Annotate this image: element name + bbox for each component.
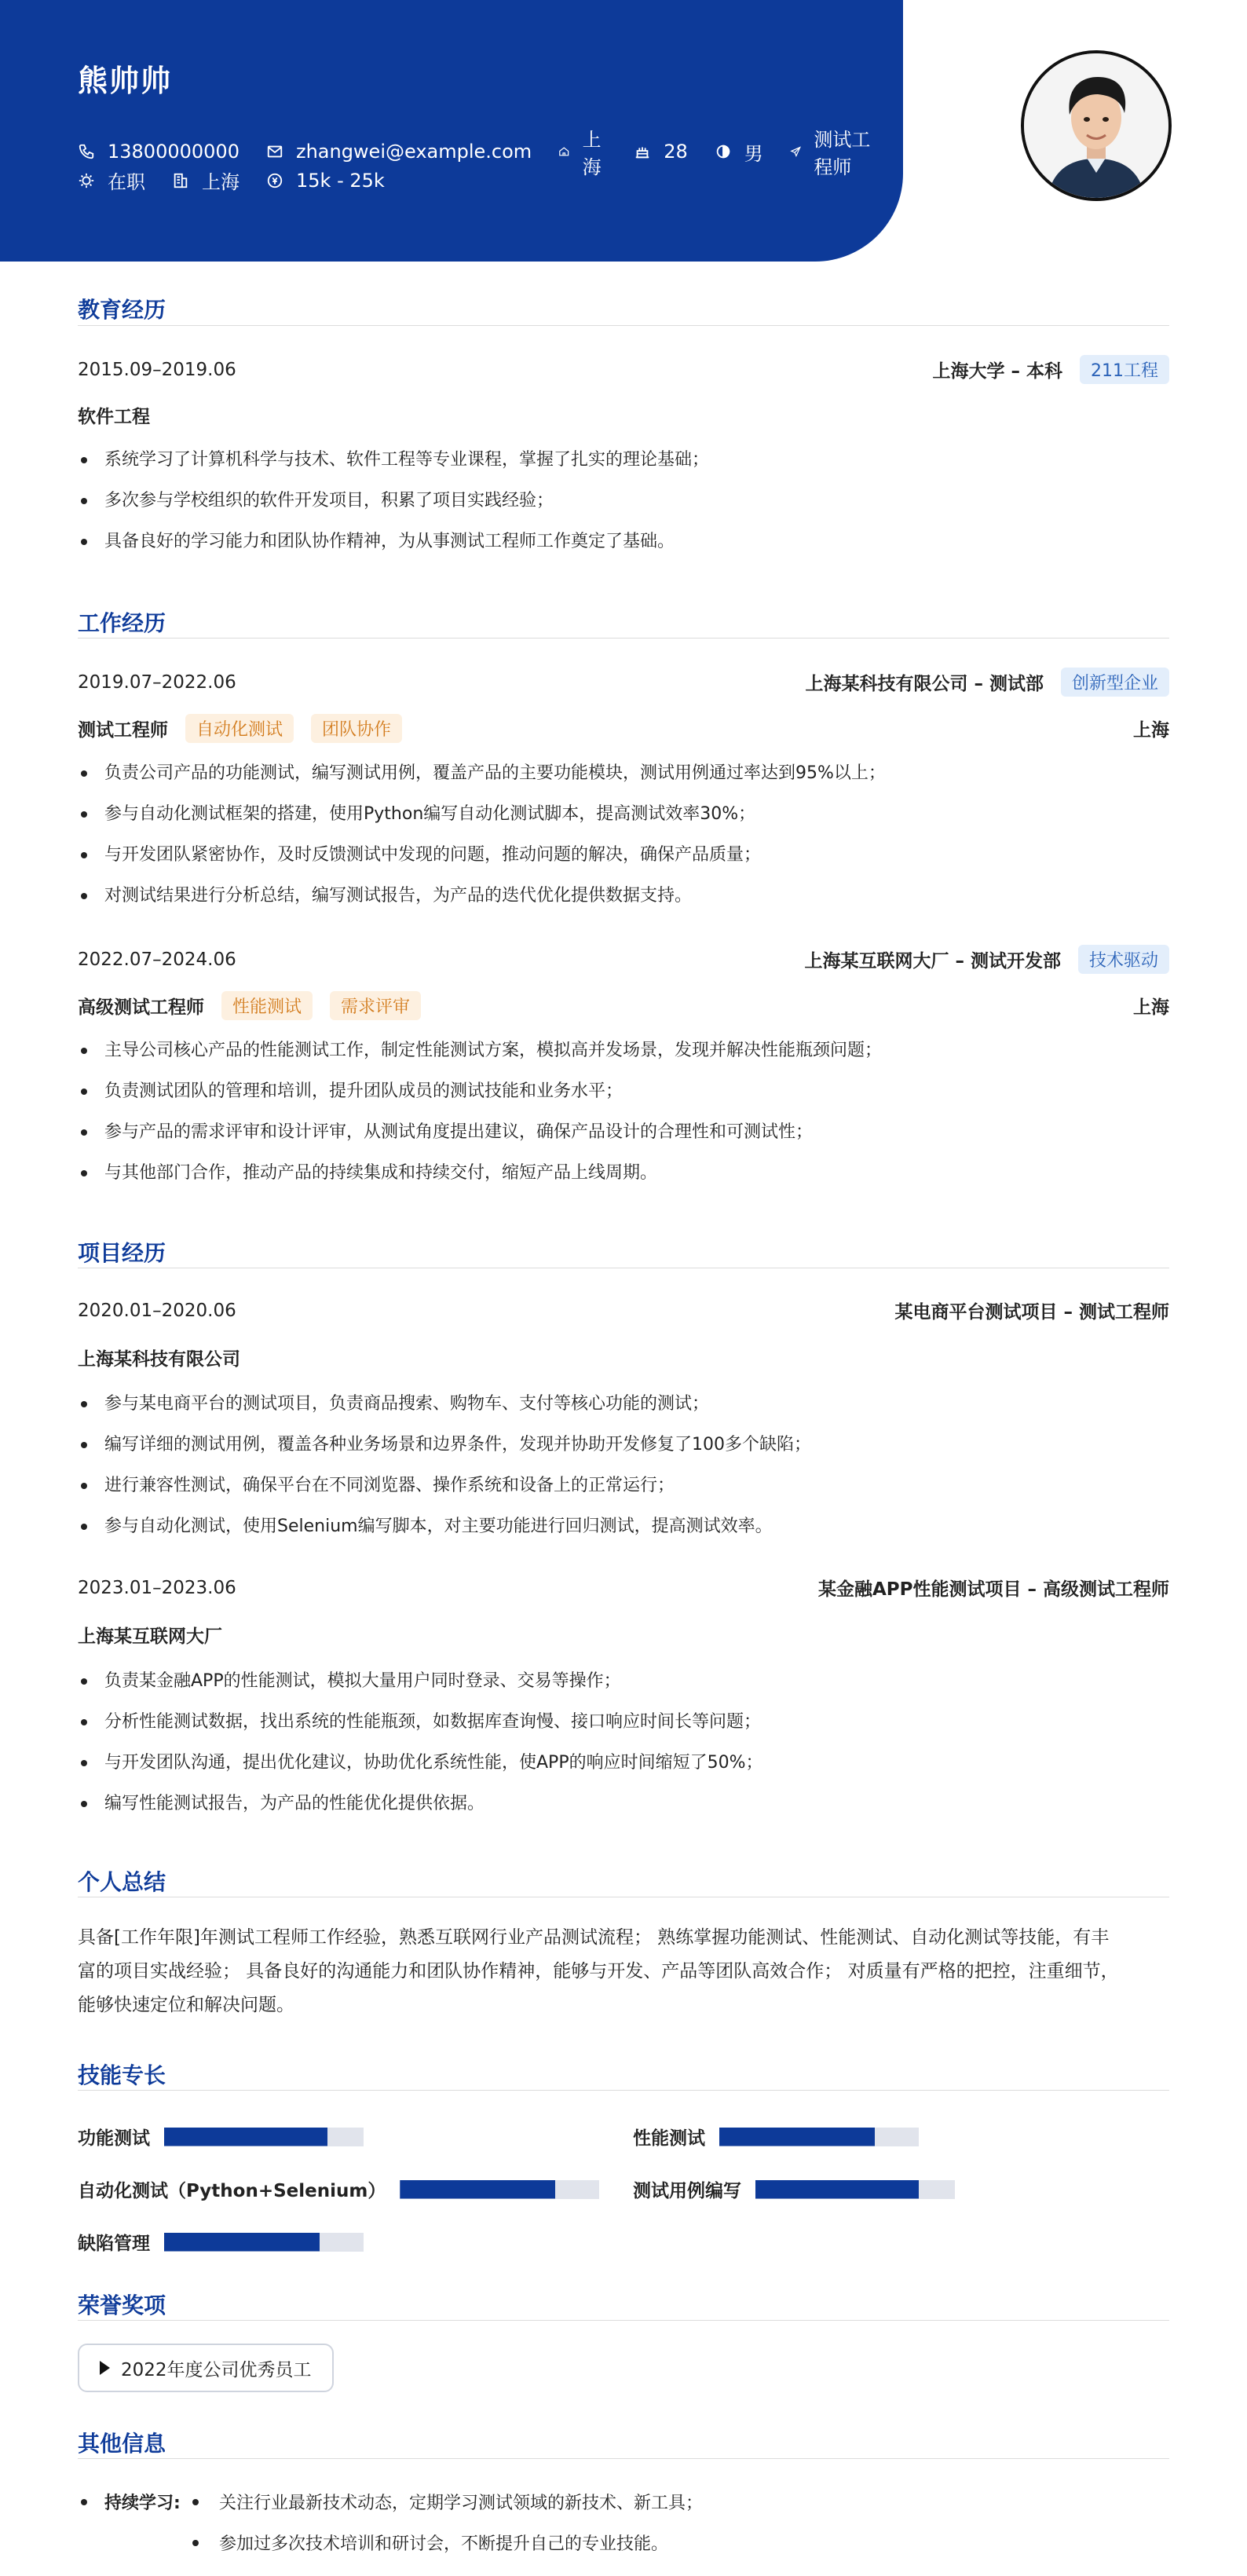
list-item: 具备良好的学习能力和团队协作精神，为从事测试工程师工作奠定了基础。 [78, 526, 1169, 567]
project-2-company: 上海某互联网大厂 [78, 1626, 222, 1647]
project-1-row [78, 1297, 1169, 1323]
list-item: 编写详细的测试用例，覆盖各种业务场景和边界条件，发现并协助开发修复了100多个缺陷； [78, 1429, 1169, 1470]
job-1-row [78, 668, 1169, 697]
list-item: 与开发团队沟通，提出优化建议，协助优化系统性能，使APP的响应时间缩短了50%； [78, 1747, 1169, 1788]
work-title: 工作经历 [78, 610, 166, 636]
mail-icon [266, 143, 283, 160]
work-divider [78, 638, 1169, 639]
list-item: 负责公司产品的功能测试，编写测试用例，覆盖产品的主要功能模块，测试用例通过率达到95%以上； [78, 758, 1169, 799]
project-2-row [78, 1575, 1169, 1601]
list-item: 进行兼容性测试，确保平台在不同浏览器、操作系统和设备上的正常运行； [78, 1470, 1169, 1511]
projects-title: 项目经历 [78, 1240, 166, 1266]
job-2-position-row [78, 991, 1169, 1020]
job-2-company: 上海某互联网大厂 – 测试开发部 [804, 951, 1061, 971]
send-icon [790, 143, 802, 160]
project-1-company: 上海某科技有限公司 [78, 1349, 240, 1370]
project-2-bullets [78, 1666, 1169, 1829]
list-item: 主导公司核心产品的性能测试工作，制定性能测试方案，模拟高并发场景，发现并解决性能瓶颈问题； [78, 1035, 1169, 1076]
education-title: 教育经历 [78, 297, 166, 323]
phone-info [78, 141, 240, 163]
job-2-tag: 技术驱动 [1078, 945, 1169, 974]
job-1-position: 测试工程师 [78, 720, 168, 741]
skill-item [633, 2124, 919, 2150]
education-divider [78, 325, 1169, 326]
summary-line: 具备[工作年限]年测试工程师工作经验，熟悉互联网行业产品测试流程； 熟练掌握功能测试、性能测试、自动化测试等技能，有丰 [78, 1927, 1110, 1948]
skills-divider [78, 2090, 1169, 2091]
skills-title: 技能专长 [78, 2062, 166, 2088]
skill-bar-fill [164, 2233, 320, 2252]
gender-icon [715, 143, 732, 160]
sun-icon [78, 172, 95, 189]
skill-item [633, 2176, 955, 2202]
project-2-name: 某金融APP性能测试项目 – 高级测试工程师 [817, 1579, 1169, 1600]
project-2-company-row [78, 1622, 1169, 1648]
job-1-position-row [78, 714, 1169, 743]
salary-info [266, 170, 385, 192]
skill-bar [400, 2180, 599, 2199]
skill-item [78, 2229, 364, 2255]
other-title: 其他信息 [78, 2431, 166, 2457]
email-text: zhangwei@example.com [295, 141, 532, 163]
list-item: 多次参与学校组织的软件开发项目，积累了项目实践经验； [78, 485, 1169, 526]
job-2-city: 上海 [1133, 997, 1169, 1018]
education-major: 软件工程 [78, 407, 150, 427]
skill-bar [164, 2128, 364, 2146]
skill-bar-fill [719, 2128, 875, 2146]
project-1-name: 某电商平台测试项目 – 测试工程师 [894, 1302, 1169, 1323]
salary-text: 15k - 25k [296, 169, 385, 192]
building-icon [172, 172, 189, 189]
skill-bar-fill [164, 2128, 327, 2146]
list-item: 参与自动化测试框架的搭建，使用Python编写自动化测试脚本，提高测试效率30%； [78, 799, 1169, 840]
status-row [78, 166, 411, 194]
education-row [78, 355, 1169, 384]
home-icon [558, 143, 569, 160]
status-info [78, 166, 145, 194]
list-item: 编写性能测试报告，为产品的性能优化提供依据。 [78, 1788, 1169, 1829]
play-icon [100, 2361, 110, 2375]
skill-name: 测试用例编写 [633, 2181, 741, 2201]
job-1-tag: 创新型企业 [1061, 668, 1169, 697]
job-2-skill-tag: 需求评审 [330, 991, 421, 1020]
skill-bar [164, 2233, 364, 2252]
summary-line: 能够快速定位和解决问题。 [78, 1995, 294, 2015]
job-2-position: 高级测试工程师 [78, 997, 204, 1018]
awards-divider [78, 2320, 1169, 2321]
job-title-text: 测试工程师 [814, 129, 871, 178]
summary-line: 富的项目实战经验； 具备良好的沟通能力和团队协作精神，能够与开发、产品等团队高效合作； 对质量有严格的把控，注重细节， [78, 1961, 1119, 1981]
list-item: 负责测试团队的管理和培训，提升团队成员的测试技能和业务水平； [78, 1076, 1169, 1117]
summary-title: 个人总结 [78, 1869, 166, 1895]
award-text: 2022年度公司优秀员工 [121, 2359, 312, 2380]
avatar [1021, 50, 1172, 201]
status-text: 在职 [108, 171, 145, 193]
job-title-info [790, 124, 876, 179]
list-item: 参与自动化测试，使用Selenium编写脚本，对主要功能进行回归测试，提高测试效率。 [78, 1511, 1169, 1552]
skill-bar-fill [400, 2180, 555, 2199]
list-item: 系统学习了计算机科学与技术、软件工程等专业课程，掌握了扎实的理论基础； [78, 445, 1169, 485]
candidate-name: 熊帅帅 [78, 64, 173, 98]
skill-bar [755, 2180, 955, 2199]
list-item: 与其他部门合作，推动产品的持续集成和持续交付，缩短产品上线周期。 [78, 1158, 1169, 1198]
list-item: 参与某电商平台的测试项目，负责商品搜索、购物车、支付等核心功能的测试； [78, 1389, 1169, 1429]
skill-item [78, 2124, 364, 2150]
phone-icon [78, 143, 95, 160]
list-item: 分析性能测试数据，找出系统的性能瓶颈，如数据库查询慢、接口响应时间长等问题； [78, 1707, 1169, 1747]
location-info [558, 124, 607, 179]
education-tag: 211工程 [1080, 355, 1169, 384]
age-info [634, 141, 688, 163]
awards-title: 荣誉奖项 [78, 2292, 166, 2318]
resume-header [0, 0, 903, 262]
job-1-bullets [78, 758, 1169, 921]
list-item: 对测试结果进行分析总结，编写测试报告，为产品的迭代优化提供数据支持。 [78, 880, 1169, 921]
job-2-skill-tag: 性能测试 [221, 991, 313, 1020]
job-1-skill-tag: 团队协作 [311, 714, 402, 743]
job-2-row [78, 945, 1169, 974]
project-2-date: 2023.01–2023.06 [78, 1577, 236, 1598]
skill-bar [719, 2128, 919, 2146]
job-1-city: 上海 [1133, 720, 1169, 741]
skill-name: 自动化测试（Python+Selenium） [78, 2181, 386, 2201]
job-1-date: 2019.07–2022.06 [78, 671, 236, 693]
skill-name: 性能测试 [633, 2128, 705, 2149]
list-item: 负责某金融APP的性能测试，模拟大量用户同时登录、交易等操作； [78, 1666, 1169, 1707]
award-item[interactable] [78, 2344, 334, 2392]
education-bullets [78, 445, 1169, 567]
skill-item [78, 2176, 599, 2202]
education-major-row [78, 402, 1169, 428]
skill-name: 缺陷管理 [78, 2234, 150, 2254]
other-item: 关注行业最新技术动态，定期学习测试领域的新技术、新工具； [219, 2494, 704, 2513]
list-item: 参与产品的需求评审和设计评审，从测试角度提出建议，确保产品设计的合理性和可测试性； [78, 1117, 1169, 1158]
age-text: 28 [664, 141, 688, 163]
work-city-info [172, 166, 240, 194]
other-item: 参加过多次技术培训和研讨会，不断提升自己的专业技能。 [219, 2534, 669, 2554]
other-info [78, 2490, 703, 2571]
job-2-date: 2022.07–2024.06 [78, 949, 236, 970]
summary-text [78, 1921, 1169, 2022]
education-date: 2015.09–2019.06 [78, 359, 236, 380]
skill-bar-fill [755, 2180, 919, 2199]
other-divider [78, 2458, 1169, 2459]
skill-name: 功能测试 [78, 2128, 150, 2149]
cake-icon [634, 143, 651, 160]
education-school: 上海大学 – 本科 [932, 361, 1062, 382]
other-label: 持续学习: [104, 2494, 181, 2513]
email-info [266, 141, 532, 163]
work-city-text: 上海 [202, 171, 240, 193]
coin-icon [266, 172, 283, 189]
project-1-bullets [78, 1389, 1169, 1552]
gender-text: 男 [744, 142, 763, 165]
portrait-image [1024, 53, 1168, 198]
phone-text: 13800000000 [108, 141, 240, 163]
project-1-company-row [78, 1345, 1169, 1370]
job-1-company: 上海某科技有限公司 – 测试部 [805, 674, 1044, 694]
gender-info [715, 138, 763, 166]
list-item: 与开发团队紧密协作，及时反馈测试中发现的问题，推动问题的解决，确保产品质量； [78, 840, 1169, 880]
project-1-date: 2020.01–2020.06 [78, 1300, 236, 1321]
job-1-skill-tag: 自动化测试 [185, 714, 294, 743]
location-text: 上海 [582, 129, 602, 178]
job-2-bullets [78, 1035, 1169, 1198]
